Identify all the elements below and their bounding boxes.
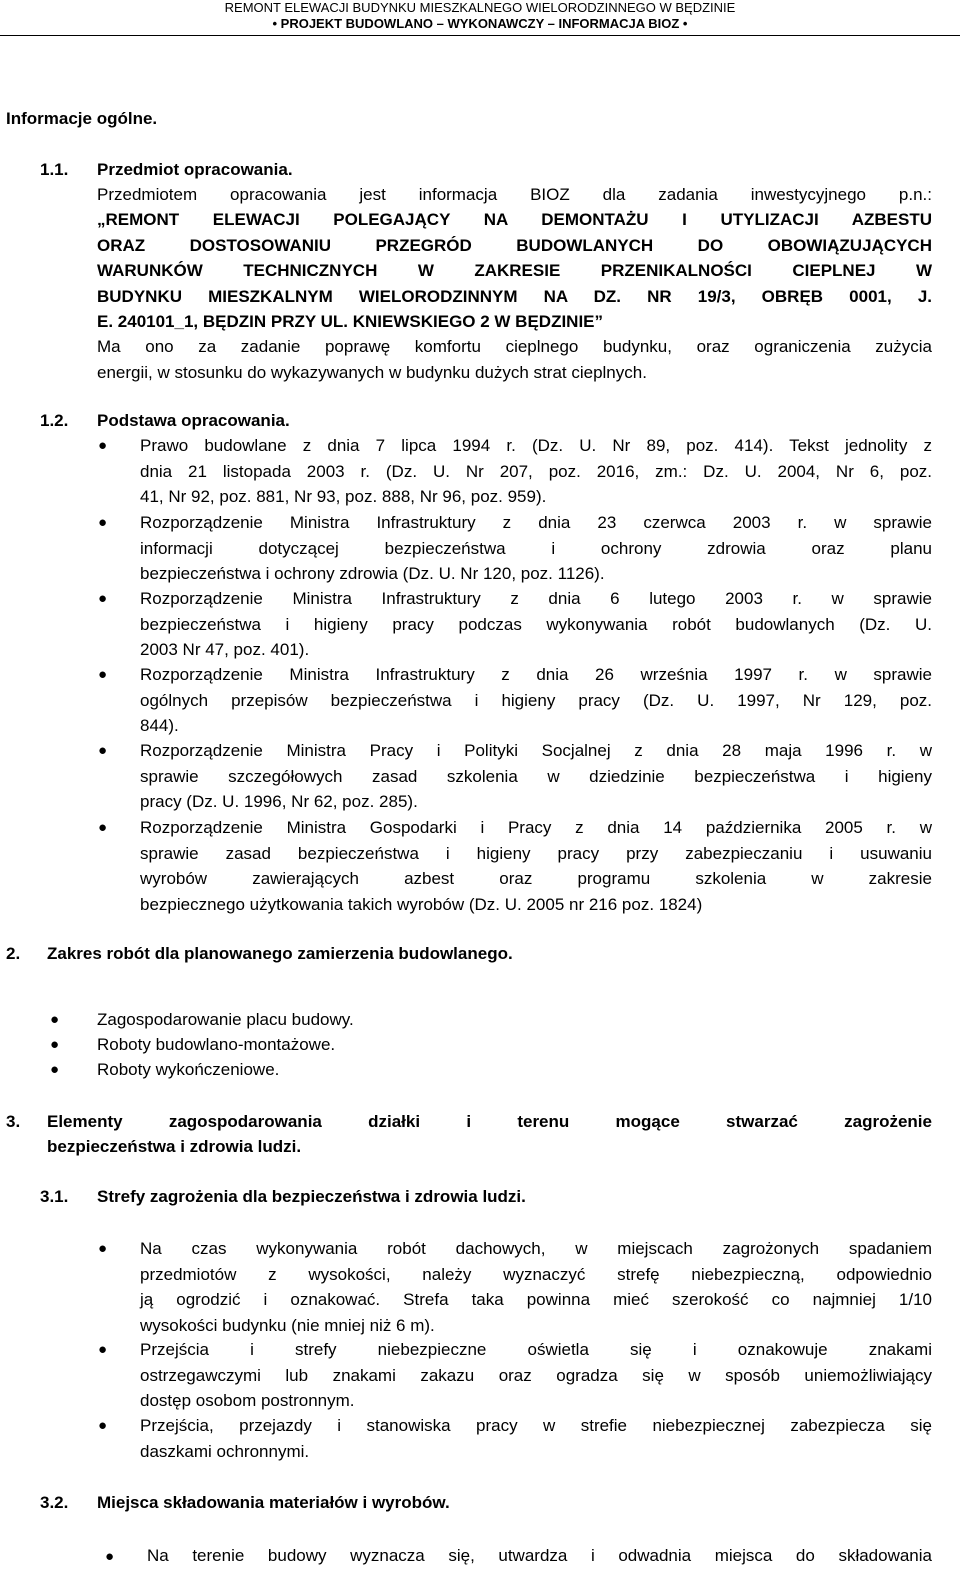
purpose-line: Ma ono za zadanie poprawę komfortu cieplnego budynku, oraz ograniczenia zużycia: [97, 337, 932, 356]
section-title-1-2: Podstawa opracowania.: [97, 411, 290, 430]
hazard-zone-line: dostęp osobom postronnym.: [140, 1391, 355, 1410]
legal-basis-line: 41, Nr 92, poz. 881, Nr 93, poz. 888, Nr 96, poz. 959).: [140, 487, 547, 506]
section-heading-general: Informacje ogólne.: [6, 109, 158, 128]
bullet-icon: ●: [105, 1548, 115, 1565]
hazard-zone-line: Przejścia, przejazdy i stanowiska pracy w strefie niebezpiecznej zabezpiecza się: [140, 1416, 932, 1435]
investment-title-line: E. 240101_1, BĘDZIN PRZY UL. KNIEWSKIEGO 2 W BĘDZINIE”: [97, 312, 604, 331]
legal-basis-line: Prawo budowlane z dnia 7 lipca 1994 r. (Dz. U. Nr 89, poz. 414). Tekst jednolity z: [140, 436, 932, 455]
hazard-zone-line: ostrzegawczymi lub znakami zakazu oraz ogradza się w sposób uniemożliwiający: [140, 1365, 932, 1385]
bullet-icon: ●: [98, 1417, 108, 1434]
bullet-icon: ●: [98, 666, 108, 683]
legal-basis-line: Rozporządzenie Ministra Infrastruktury z dnia 26 września 1997 r. w sprawie: [140, 665, 932, 684]
bullet-icon: ●: [98, 742, 108, 759]
section-number-3: 3.: [6, 1112, 21, 1131]
investment-title-line: „REMONT ELEWACJI POLEGAJĄCY NA DEMONTAŻU I UTYLIZACJI AZBESTU: [97, 210, 932, 229]
investment-title-line: WARUNKÓW TECHNICZNYCH W ZAKRESIE PRZENIKALNOŚCI CIEPLNEJ W: [97, 261, 932, 280]
legal-basis-line: ogólnych przepisów bezpieczeństwa i higieny pracy (Dz. U. 1997, Nr 129, poz.: [140, 690, 932, 710]
purpose-paragraph: [97, 334, 932, 385]
legal-basis-item: [140, 662, 932, 739]
section-number-1-2: 1.2.: [40, 411, 69, 430]
legal-basis-line: dnia 21 listopada 2003 r. (Dz. U. Nr 207, poz. 2016, zm.: Dz. U. 2004, Nr 6, poz.: [140, 461, 932, 481]
header-document-type: • PROJEKT BUDOWLANO – WYKONAWCZY – INFORMACJA BIOZ •: [0, 16, 960, 36]
title-word: zagrożenie: [844, 1112, 932, 1131]
section-title-3-1: Strefy zagrożenia dla bezpieczeństwa i zdrowia ludzi.: [97, 1187, 526, 1206]
investment-title-line: ORAZ DOSTOSOWANIU PRZEGRÓD BUDOWLANYCH DO OBOWIĄZUJĄCYCH: [97, 235, 932, 255]
hazard-zone-line: przedmiotów z wysokości, należy wyznaczyć strefę niebezpieczną, odpowiednio: [140, 1264, 932, 1284]
legal-basis-item: [140, 510, 932, 587]
title-word: Elementy: [47, 1112, 123, 1131]
bullet-icon: ●: [98, 514, 108, 531]
page-header: [0, 0, 960, 36]
header-project-name: REMONT ELEWACJI BUDYNKU MIESZKALNEGO WIELORODZINNEGO W BĘDZINIE: [224, 0, 736, 15]
title-word: mogące: [615, 1112, 680, 1131]
legal-basis-line: 844).: [140, 716, 179, 735]
legal-basis-line: bezpieczeństwa i higieny pracy podczas wykonywania robót budowlanych (Dz. U.: [140, 614, 932, 634]
legal-basis-line: pracy (Dz. U. 1996, Nr 62, poz. 285).: [140, 792, 418, 811]
legal-basis-item: [140, 433, 932, 510]
hazard-zone-item: [140, 1337, 932, 1414]
bullet-icon: ●: [50, 1036, 60, 1053]
legal-basis-line: Rozporządzenie Ministra Infrastruktury z dnia 6 lutego 2003 r. w sprawie: [140, 589, 932, 608]
investment-title-line: BUDYNKU MIESZKALNYM WIELORODZINNYM NA DZ. NR 19/3, OBRĘB 0001, J.: [97, 286, 932, 306]
bullet-icon: ●: [98, 1341, 108, 1358]
section-number-3-2: 3.2.: [40, 1493, 69, 1512]
hazard-zone-item: [140, 1413, 932, 1464]
scope-item: Roboty wykończeniowe.: [97, 1060, 280, 1079]
legal-basis-line: wyrobów zawierających azbest oraz programu szkolenia w zakresie: [140, 869, 932, 888]
legal-basis-line: bezpieczeństwa i ochrony zdrowia (Dz. U. Nr 120, poz. 1126).: [140, 564, 605, 583]
bullet-icon: ●: [98, 1240, 108, 1257]
hazard-zone-line: Przejścia i strefy niebezpieczne oświetla się i oznakowuje znakami: [140, 1340, 932, 1359]
section-number-3-1: 3.1.: [40, 1187, 69, 1206]
hazard-zone-line: wysokości budynku (nie mniej niż 6 m).: [140, 1315, 435, 1335]
legal-basis-item: [140, 738, 932, 815]
bullet-icon: ●: [50, 1011, 60, 1028]
legal-basis-line: sprawie szczegółowych zasad szkolenia w dziedzinie bezpieczeństwa i higieny: [140, 766, 932, 786]
storage-item: Na terenie budowy wyznacza się, utwardza i odwadnia miejsca do składowania: [147, 1546, 932, 1565]
section-title-3-2: Miejsca składowania materiałów i wyrobów.: [97, 1493, 450, 1512]
investment-title: [97, 207, 932, 335]
scope-item: Roboty budowlano-montażowe.: [97, 1035, 336, 1054]
title-word: działki: [368, 1112, 421, 1131]
hazard-zone-line: ją ogrodzić i oznakować. Strefa taka powinna mieć szerokość co najmniej 1/10: [140, 1290, 932, 1309]
section-title-1-1: Przedmiot opracowania.: [97, 160, 293, 179]
bullet-icon: ●: [98, 590, 108, 607]
title-word: zagospodarowania: [168, 1112, 322, 1131]
hazard-zone-line: daszkami ochronnymi.: [140, 1441, 310, 1461]
section-title-2: Zakres robót dla planowanego zamierzenia budowlanego.: [47, 944, 513, 963]
section-number-1-1: 1.1.: [40, 160, 69, 179]
section-title-3-line1: [47, 1109, 932, 1134]
section-number-2: 2.: [6, 944, 21, 963]
legal-basis-line: Rozporządzenie Ministra Pracy i Polityki Socjalnej z dnia 28 maja 1996 r. w: [140, 741, 932, 760]
subject-intro: Przedmiotem opracowania jest informacja BIOZ dla zadania inwestycyjnego p.n.:: [97, 185, 932, 204]
scope-item: Zagospodarowanie placu budowy.: [97, 1010, 354, 1029]
legal-basis-line: Rozporządzenie Ministra Infrastruktury z dnia 23 czerwca 2003 r. w sprawie: [140, 513, 932, 532]
hazard-zone-line: Na czas wykonywania robót dachowych, w miejscach zagrożonych spadaniem: [140, 1239, 932, 1258]
bullet-icon: ●: [50, 1061, 60, 1078]
section-title-3-line2: bezpieczeństwa i zdrowia ludzi.: [47, 1137, 302, 1156]
title-word: terenu: [517, 1112, 570, 1131]
hazard-zone-item: [140, 1236, 932, 1338]
legal-basis-item: [140, 815, 932, 917]
legal-basis-line: sprawie zasad bezpieczeństwa i higieny pracy przy zabezpieczaniu i usuwaniu: [140, 843, 932, 863]
legal-basis-item: [140, 586, 932, 663]
title-word: i: [466, 1112, 472, 1131]
legal-basis-line: Rozporządzenie Ministra Gospodarki i Pracy z dnia 14 października 2005 r. w: [140, 818, 932, 837]
bullet-icon: ●: [98, 437, 108, 454]
purpose-line: energii, w stosunku do wykazywanych w budynku dużych strat cieplnych.: [97, 362, 647, 382]
legal-basis-line: informacji dotyczącej bezpieczeństwa i ochrony zdrowia oraz planu: [140, 538, 932, 558]
title-word: stwarzać: [726, 1112, 798, 1131]
legal-basis-line: 2003 Nr 47, poz. 401).: [140, 640, 310, 659]
bullet-icon: ●: [98, 819, 108, 836]
legal-basis-line: bezpiecznego użytkowania takich wyrobów (Dz. U. 2005 nr 216 poz. 1824): [140, 894, 703, 914]
